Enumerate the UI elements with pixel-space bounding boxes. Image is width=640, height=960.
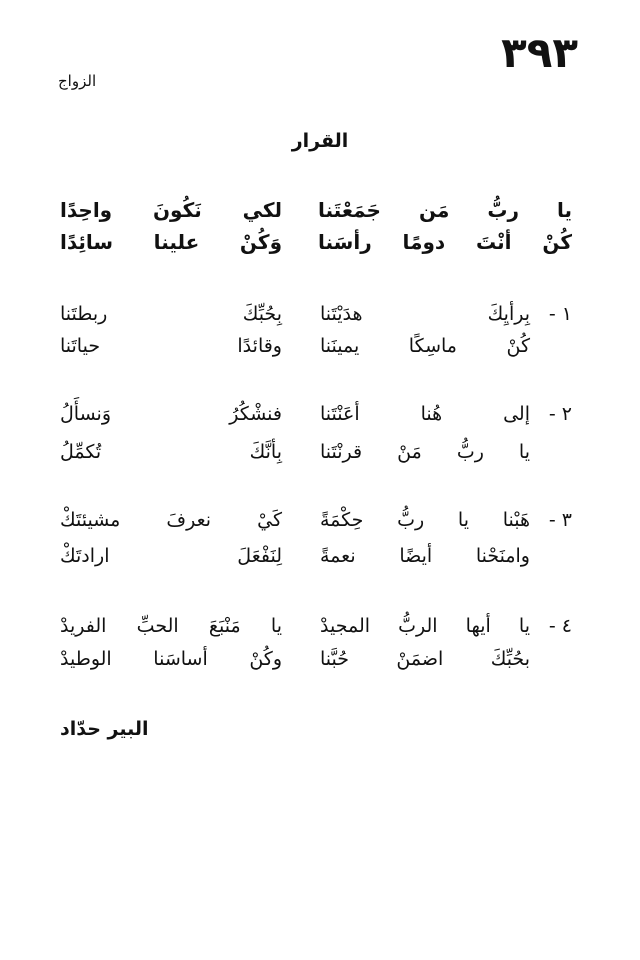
hemistich-first: إلى هُنا أعَنْتَنا <box>320 403 530 425</box>
hemistich-second: بِحُبِّكَ ربطتَنا <box>60 303 282 325</box>
verse-number: ٢ - <box>548 403 572 425</box>
verse-1-line-1 <box>60 303 572 333</box>
hemistich-second: فنشْكُرُ وَنسأَلُ <box>60 403 282 425</box>
verse-number: ٤ - <box>548 615 572 637</box>
hemistich-second: وكُنْ أساسَنا الوطيدْ <box>60 648 282 670</box>
hemistich-second: لِنَفْعَلَ ارادتَكْ <box>60 545 282 567</box>
verse-3-line-1 <box>60 509 572 539</box>
hemistich-first: بِرأيِكَ هدَيْتَنا <box>320 303 530 325</box>
hemistich-second: بِأنَّكَ تُكمِّلُ <box>60 441 282 463</box>
hymn-category: الزواج <box>58 72 97 90</box>
verse-2-line-2 <box>60 441 572 471</box>
verse-3-line-2 <box>60 545 572 575</box>
refrain-line-2 <box>60 230 572 260</box>
hemistich-first: كُنْ أنْتَ دومًا رأسَنا <box>318 230 572 254</box>
hemistich-second: وَكُنْ علينا سائِدًا <box>60 230 282 254</box>
hemistich-first: هَبْنا يا ربُّ حِكْمَةً <box>320 509 530 531</box>
verse-2-line-1 <box>60 403 572 433</box>
hemistich-first: بحُبِّكَ اضمَنْ حُبَّنا <box>320 648 530 670</box>
author-name: البير حدّاد <box>60 718 149 740</box>
hemistich-second: كَيْ نعرفَ مشيئتَكْ <box>60 509 282 531</box>
refrain-title: القرار <box>291 130 349 152</box>
hemistich-second: يا مَنْبَعَ الحبِّ الفريدْ <box>60 615 282 637</box>
hemistich-second: لكي نَكُونَ واحِدًا <box>60 198 282 222</box>
verse-number: ١ - <box>548 303 572 325</box>
hymn-number: ٣٩٣ <box>501 28 578 77</box>
hemistich-second: وقائدًا حياتَنا <box>60 335 282 357</box>
hemistich-first: يا ربُّ مَنْ قرنْتَنا <box>320 441 530 463</box>
refrain-line-1 <box>60 198 572 228</box>
hemistich-first: كُنْ ماسِكًا يمينَنا <box>320 335 530 357</box>
verse-4-line-1 <box>60 615 572 645</box>
hemistich-first: وامنَحْنا أيضًا نعمةً <box>320 545 530 567</box>
hemistich-first: يا ربُّ مَن جَمَعْتَنا <box>318 198 572 222</box>
verse-number: ٣ - <box>548 509 572 531</box>
verse-4-line-2 <box>60 648 572 678</box>
hemistich-first: يا أيها الربُّ المجيدْ <box>320 615 530 637</box>
verse-1-line-2 <box>60 335 572 365</box>
